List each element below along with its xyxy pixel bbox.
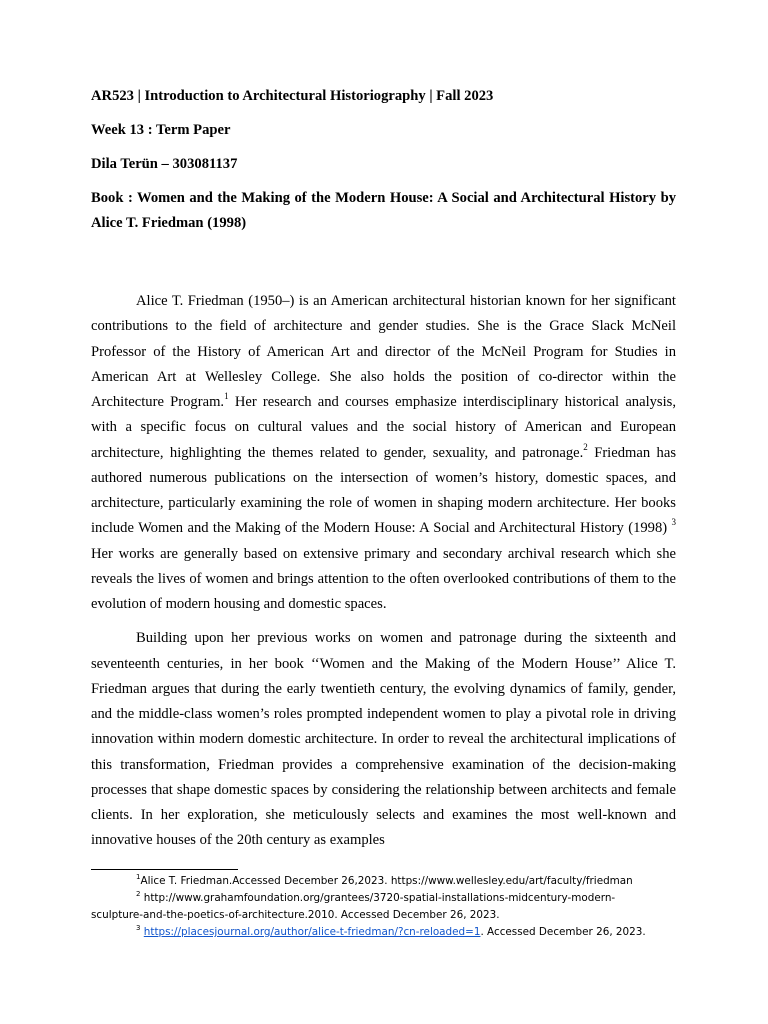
footnote-separator bbox=[91, 869, 238, 870]
book-heading: Book : Women and the Making of the Modern House: A Social and Architectural History by Alice T. Friedman (1998) bbox=[91, 190, 676, 231]
paragraph-1-part-a: Alice T. Friedman (1950–) is an American architectural historian known for her significant contributions to the field of architecture and gender studies. She is the Grace Slack McNeil Professor of the History of American Art and director of the McNeil Program for Studies in American Art at Wellesley College. She also holds the position of co-director within the Architecture Program. bbox=[91, 293, 676, 410]
footnote-3-text: . Accessed December 26, 2023. bbox=[480, 926, 646, 938]
footnote-2-text-line-2: sculpture-and-the-poetics-of-architecture.2010. Accessed December 26, 2023. bbox=[91, 909, 500, 921]
footnote-ref-1[interactable]: 1 bbox=[224, 391, 229, 402]
footnote-3 bbox=[91, 924, 681, 941]
footnote-3-link[interactable]: https://placesjournal.org/author/alice-t-friedman/?cn-reloaded=1 bbox=[143, 926, 481, 938]
footnote-2-text-line-1: http://www.grahamfoundation.org/grantees/3720-spatial-installations-midcentury-modern- bbox=[140, 892, 616, 904]
footnote-2-continued bbox=[91, 907, 681, 924]
footnote-1-text: Alice T. Friedman.Accessed December 26,2023. https://www.wellesley.edu/art/faculty/friedman bbox=[140, 875, 633, 887]
footnotes bbox=[91, 873, 681, 941]
paragraph-1 bbox=[91, 289, 676, 617]
footnote-2 bbox=[91, 890, 681, 907]
author-heading: Dila Terün – 303081137 bbox=[91, 156, 238, 172]
footnote-ref-3[interactable]: 3 bbox=[671, 517, 676, 528]
week-heading: Week 13 : Term Paper bbox=[91, 122, 231, 138]
footnote-3-number: 3 bbox=[136, 923, 141, 932]
footnote-1 bbox=[91, 873, 681, 890]
footnote-ref-2[interactable]: 2 bbox=[583, 441, 588, 452]
paragraph-1-part-b: Her research and courses emphasize interdisciplinary historical analysis, with a specific focus on cultural values and the social history of American and European architecture, highlighting the themes related to gender, sexuality, and patronage. bbox=[91, 394, 676, 461]
footnote-2-number: 2 bbox=[136, 889, 141, 898]
course-heading: AR523 | Introduction to Architectural Historiography | Fall 2023 bbox=[91, 88, 494, 104]
paragraph-1-part-d: Her works are generally based on extensive primary and secondary archival research which she reveals the lives of women and brings attention to the often overlooked contributions of them to the evolution of modern housing and domestic spaces. bbox=[91, 545, 676, 612]
footnote-1-number: 1 bbox=[136, 872, 141, 881]
paragraph-2: Building upon her previous works on women and patronage during the sixteenth and seventeenth centuries, in her book ‘‘Women and the Making of the Modern House’’ Alice T. Friedman argues that during the early twentieth century, the evolving dynamics of family, gender, and the middle-class women’s roles prompted independent women to play a pivotal role in driving innovation within modern domestic architecture. In order to reveal the architectural implications of this transformation, Friedman provides a comprehensive examination of the decision-making processes that shape domestic spaces by considering the relationship between architects and female clients. In her exploration, she meticulously selects and examines the most well-known and innovative houses of the 20th century as examples bbox=[91, 630, 676, 849]
document-page bbox=[91, 84, 676, 863]
body-text bbox=[91, 289, 676, 854]
paragraph-1-part-c: Friedman has authored numerous publications on the intersection of women’s history, domestic spaces, and architecture, particularly examining the role of women in shaping modern architecture. Her books include Women and the Making of the Modern House: A Social and Architectural History (1998) bbox=[91, 444, 677, 537]
